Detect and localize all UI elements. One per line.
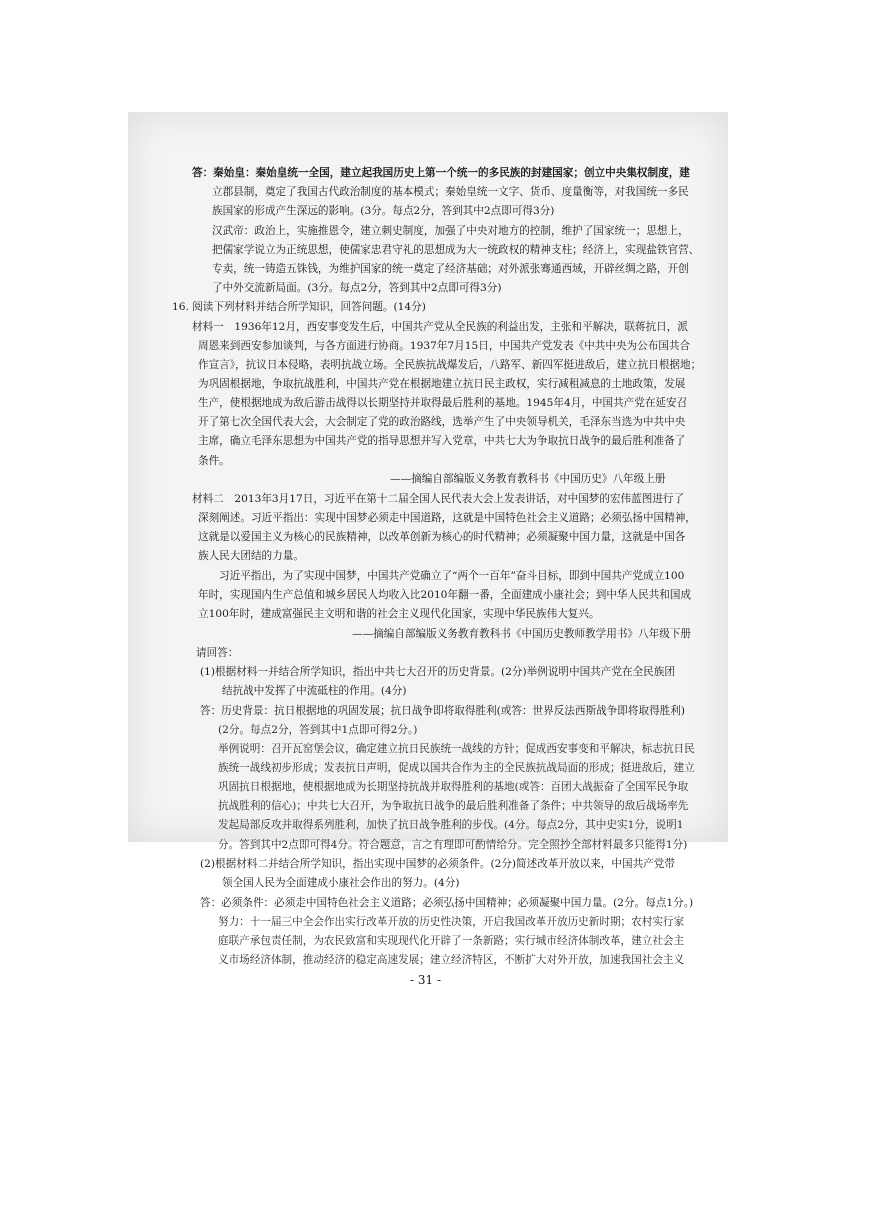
q16-material-two: 材料二 2013年3月17日，习近平在第十二届全国人民代表大会上发表讲话，对中国梦的宏伟蓝图进行了 — [192, 493, 685, 505]
q16-sub1-answer: 答：历史背景：抗日根据地的巩固发展；抗日战争即将取得胜利(或答：世界反法西斯战争即将取得胜利) — [200, 705, 685, 717]
q16-material-one: 材料一 1936年12月，西安事变发生后，中国共产党从全民族的利益出发，主张和平解决，联蒋抗日，派 — [192, 321, 688, 333]
q16-sub2-answer-body: 努力：十一届三中全会作出实行改革开放的历史性决策，开启我国改革开放历史新时期；农村实行家 庭联产承包责任制，为农民致富和实现现代化开辟了一条新路；实行城市经济体制改革，建立社会主 义市场经济体制，推动经济的稳定高速发展；建立经济特区，不断扩大对外开放，加速我国社会主义 — [218, 916, 685, 967]
q16-ask: 请回答： — [196, 647, 239, 659]
q15-answer-hanwudi: 汉武帝：政治上，实施推恩令，建立刺史制度，加强了中央对地方的控制，维护了国家统一；思想上， 把儒家学说立为正统思想，使儒家忠君守礼的思想成为大一统政权的精神支柱；经济上，实现盐铁官营、 专卖，统一铸造五铢钱，为维护国家的统一奠定了经济基础；对外派张骞通西域，开辟丝绸之路，开创 了中外交流新局面。(3分。每点2分，答到其中2点即可得3分) — [212, 225, 700, 295]
q16-material-one-body: 周恩来到西安参加谈判，与各方面进行协商。1937年7月15日，中国共产党发表《中共中央为公布国共合 作宣言》，抗议日本侵略，表明抗战立场。全民族抗战爆发后，八路军、新四军挺进敌后，建立抗日根据地； 为巩固根据地，争取抗战胜利，中国共产党在根据地建立抗日民主政权，实行减租减息的土地政策，发展 生产，使根据地成为敌后游击战得以长期坚持并取得最后胜利的基地。1945年4月，中国共产党在延安召 开了第七次全国代表大会，大会制定了党的政治路线，选举产生了中央领导机关，毛泽东当选为中共中央 主席，确立毛泽东思想为中国共产党的指导思想并写入党章，中共七大为争取抗日战争的最后胜利准备了 条件。 — [198, 340, 702, 467]
q16-sub2-question: (2)根据材料二并结合所学知识，指出实现中国梦的必须条件。(2分)简述改革开放以来，中国共产党带 领全国人民为全面建成小康社会作出的努力。(4分) — [200, 858, 675, 890]
q16-sub1-answer-body: (2分。每点2分，答到其中1点即可得2分。) 举例说明：召开瓦窑堡会议，确定建立抗日民族统一战线的方针；促成西安事变和平解决，标志抗日民 族统一战线初步形成；发表抗日声明，促成以国共合作为主的全民族抗战局面的形成；挺进敌后，建立 巩固抗日根据地，使根据地成为长期坚持抗战并取得胜利的基地(或答：百团大战振奋了全国军民争取 抗战胜利的信心)；中共七大召开，为争取抗日战争的最后胜利准备了条件；中共领导的敌后战场率先 发起局部反攻并取得系列胜利，加快了抗日战争胜利的步伐。(4分。每点2分，其中史实1分，说明1 分。答到其中2点即可得4分。符合题意，言之有理即可酌情给分。完全照抄全部材料最多只能得1分) — [218, 724, 695, 851]
q16-material-two-body: 深刻阐述。习近平指出：实现中国梦必须走中国道路，这就是中国特色社会主义道路；必须弘扬中国精神， 这就是以爱国主义为核心的民族精神，以改革创新为核心的时代精神；必须凝聚中国力量，这就是中国各 族人民大团结的力量。 — [198, 512, 696, 563]
q16-title: 16. 阅读下列材料并结合所学知识，回答问题。(14分) — [172, 301, 426, 313]
q16-material-two-second-paragraph: 习近平指出，为了实现中国梦，中国共产党确立了“两个一百年”奋斗目标，即到中国共产党成立100 年时，实现国内生产总值和城乡居民人均收入比2010年翻一番，全面建成小康社会；到中华人民共和国成 立100年时，建成富强民主文明和谐的社会主义现代化国家，实现中华民族伟大复兴。 — [198, 570, 692, 621]
page-number: - 31 - — [410, 973, 442, 987]
q16-source-two: ——摘编自部编版义务教育教科书《中国历史教师教学用书》八年级下册 — [352, 628, 691, 640]
q16-source-one: ——摘编自部编版义务教育教科书《中国历史》八年级上册 — [390, 473, 666, 485]
q15-answer-qinshihuang: 立郡县制，奠定了我国古代政治制度的基本模式；秦始皇统一文字、货币、度量衡等，对我国统一多民 族国家的形成产生深远的影响。(3分。每点2分，答到其中2点即可得3分) — [212, 186, 689, 218]
q16-sub2-answer: 答：必须条件：必须走中国特色社会主义道路；必须弘扬中国精神；必须凝聚中国力量。(2分。每点1分。) — [200, 897, 694, 909]
q15-answer-first-line: 答：秦始皇：秦始皇统一全国，建立起我国历史上第一个统一的多民族的封建国家；创立中央集权制度，建 — [192, 167, 690, 179]
q16-sub1-question: (1)根据材料一并结合所学知识，指出中共七大召开的历史背景。(2分)举例说明中国共产党在全民族团 结抗战中发挥了中流砥柱的作用。(4分) — [200, 666, 675, 698]
